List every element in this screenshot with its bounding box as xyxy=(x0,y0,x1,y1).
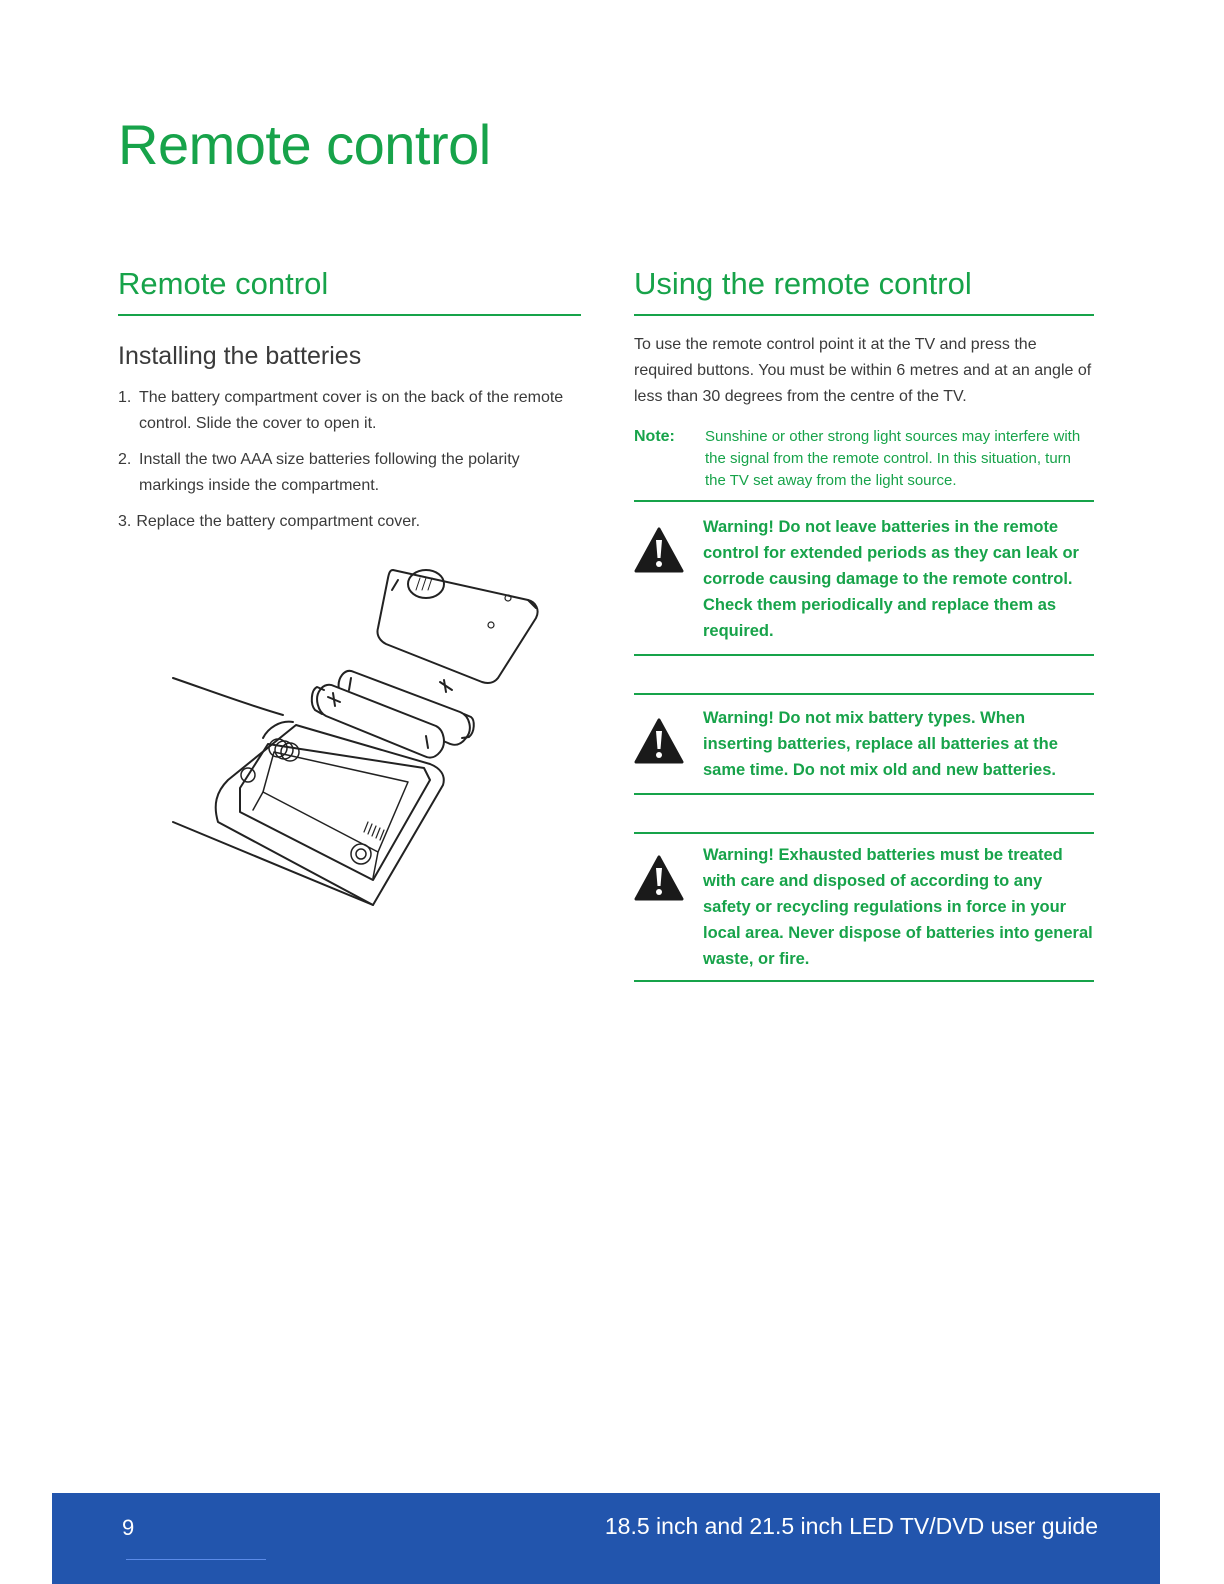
step-number: 2. xyxy=(118,451,132,468)
warning-box xyxy=(634,502,1094,656)
step-item xyxy=(118,509,581,535)
warning-text: Warning! Exhausted batteries must be treated with care and disposed of according to any safety or recycling regulations in force in your local area. Never dispose of batteries into general waste, or fire. xyxy=(703,846,1093,968)
step-number: 1. xyxy=(118,389,132,406)
section-heading-using-remote: Using the remote control xyxy=(634,266,1094,316)
note-text: Sunshine or other strong light sources may interfere with the signal from the remote control. In this situation, turn the TV set away from the light source. xyxy=(705,428,1081,489)
warning-box xyxy=(634,693,1094,795)
page-number: 9 xyxy=(122,1515,135,1540)
left-column xyxy=(118,266,581,545)
note-box xyxy=(634,426,1094,502)
page-footer xyxy=(52,1493,1160,1584)
page-title: Remote control xyxy=(118,113,491,176)
step-text: Install the two AAA size batteries following the polarity markings inside the compartment. xyxy=(139,451,520,494)
warning-box xyxy=(634,832,1094,982)
warning-text: Warning! Do not leave batteries in the remote control for extended periods as they can leak or corrode causing damage to the remote control. Check them periodically and replace them as required. xyxy=(703,518,1079,640)
installation-steps xyxy=(118,385,581,535)
footer-title: 18.5 inch and 21.5 inch LED TV/DVD user guide xyxy=(604,1513,1098,1539)
step-item xyxy=(118,447,581,499)
warning-triangle-icon xyxy=(634,526,684,574)
step-number: 3. xyxy=(118,513,132,530)
step-text: Replace the battery compartment cover. xyxy=(136,513,421,530)
subheading-installing-batteries: Installing the batteries xyxy=(118,342,362,370)
warning-triangle-icon xyxy=(634,717,684,765)
warning-text: Warning! Do not mix battery types. When inserting batteries, replace all batteries at the same time. Do not mix old and new batteries. xyxy=(703,709,1058,779)
step-text: The battery compartment cover is on the back of the remote control. Slide the cover to open it. xyxy=(139,389,564,432)
footer-divider xyxy=(126,1559,266,1560)
step-item xyxy=(118,385,581,437)
note-label: Note: xyxy=(634,428,675,445)
section-heading-remote-control: Remote control xyxy=(118,266,581,316)
warning-triangle-icon xyxy=(634,854,684,902)
battery-installation-illustration xyxy=(168,560,548,920)
usage-instructions: To use the remote control point it at the TV and press the required buttons. You must be within 6 metres and at an angle of less than 30 degrees from the centre of the TV. xyxy=(634,336,1092,405)
right-column xyxy=(634,266,1094,982)
